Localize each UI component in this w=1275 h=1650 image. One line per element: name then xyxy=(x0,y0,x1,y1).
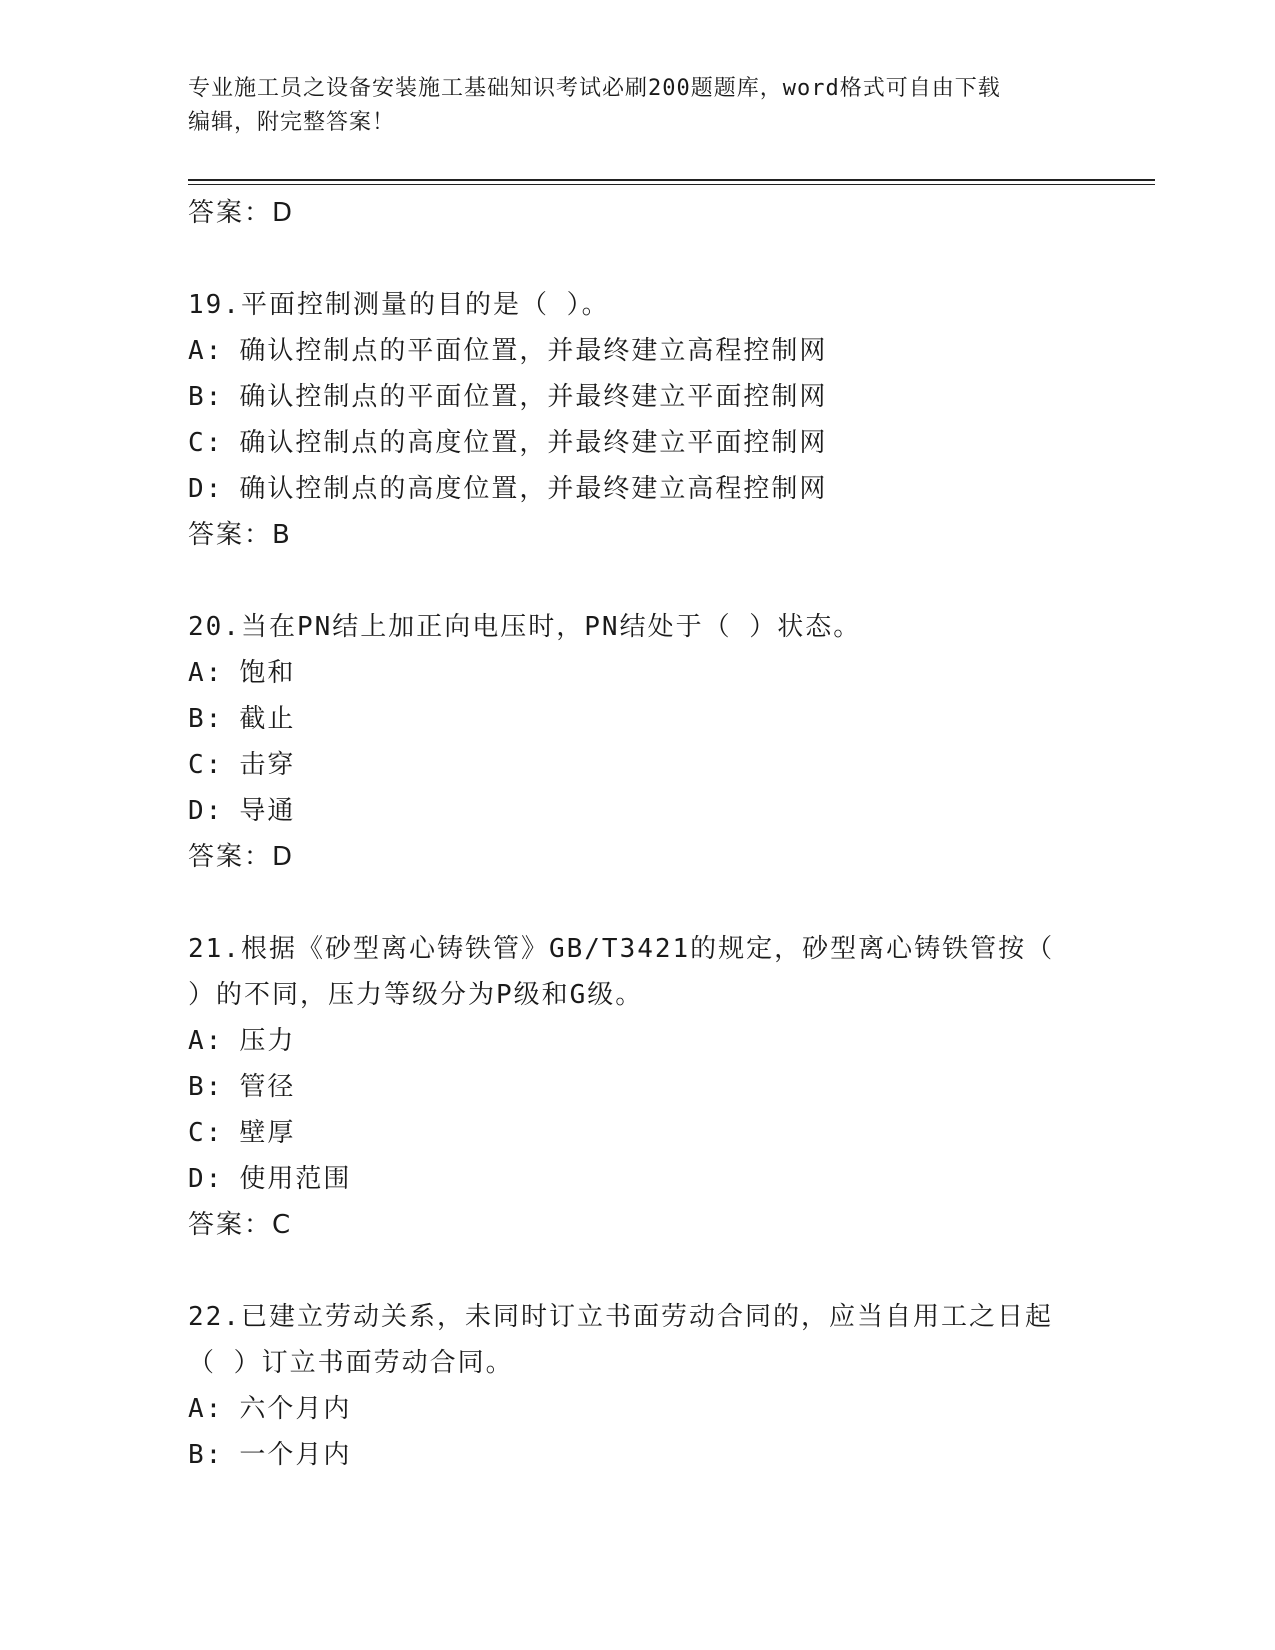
option-key: C: xyxy=(188,1118,224,1148)
previous-answer: 答案：D xyxy=(188,198,295,228)
option-text: 截止 xyxy=(239,704,296,734)
option-c xyxy=(188,1110,1088,1156)
option-key: D: xyxy=(188,1164,224,1194)
option-b xyxy=(188,696,1088,742)
question-stem-continued: （ ）订立书面劳动合同。 xyxy=(188,1348,514,1378)
option-key: A: xyxy=(188,658,224,688)
question-21 xyxy=(188,926,1088,1248)
option-text: 确认控制点的平面位置，并最终建立平面控制网 xyxy=(239,382,828,412)
option-text: 使用范围 xyxy=(239,1164,352,1194)
option-c xyxy=(188,420,1088,466)
option-b xyxy=(188,1064,1088,1110)
option-b xyxy=(188,1432,1088,1478)
option-key: B: xyxy=(188,1072,224,1102)
option-c xyxy=(188,742,1088,788)
option-key: B: xyxy=(188,382,224,412)
spacer xyxy=(188,880,1088,926)
option-text: 确认控制点的高度位置，并最终建立平面控制网 xyxy=(239,428,828,458)
header-line-2: 编辑，附完整答案！ xyxy=(188,110,396,135)
document-header xyxy=(188,72,1088,140)
option-d xyxy=(188,788,1088,834)
option-text: 一个月内 xyxy=(239,1440,352,1470)
option-key: C: xyxy=(188,750,224,780)
question-stem-continued: ）的不同，压力等级分为P级和G级。 xyxy=(188,980,644,1010)
option-key: B: xyxy=(188,704,224,734)
option-a xyxy=(188,328,1088,374)
option-a xyxy=(188,1018,1088,1064)
option-key: A: xyxy=(188,1394,224,1424)
question-20 xyxy=(188,604,1088,880)
question-list xyxy=(188,190,1088,1478)
option-key: C: xyxy=(188,428,224,458)
option-text: 壁厚 xyxy=(239,1118,296,1148)
option-a xyxy=(188,650,1088,696)
header-rule-thick xyxy=(188,179,1155,181)
option-text: 饱和 xyxy=(239,658,296,688)
answer-line: 答案：D xyxy=(188,842,295,872)
option-text: 压力 xyxy=(239,1026,296,1056)
question-stem: 20.当在PN结上加正向电压时，PN结处于（ ）状态。 xyxy=(188,612,862,642)
option-d xyxy=(188,466,1088,512)
spacer xyxy=(188,558,1088,604)
question-stem: 22.已建立劳动关系，未同时订立书面劳动合同的，应当自用工之日起 xyxy=(188,1302,1053,1332)
option-text: 确认控制点的平面位置，并最终建立高程控制网 xyxy=(239,336,828,366)
spacer xyxy=(188,236,1088,282)
option-key: D: xyxy=(188,474,224,504)
option-key: A: xyxy=(188,1026,224,1056)
option-a xyxy=(188,1386,1088,1432)
option-text: 六个月内 xyxy=(239,1394,352,1424)
option-key: D: xyxy=(188,796,224,826)
header-line-1: 专业施工员之设备安装施工基础知识考试必刷200题题库，word格式可自由下载 xyxy=(188,76,1001,101)
option-key: B: xyxy=(188,1440,224,1470)
question-22 xyxy=(188,1294,1088,1478)
option-key: A: xyxy=(188,336,224,366)
question-19 xyxy=(188,282,1088,558)
option-text: 管径 xyxy=(239,1072,296,1102)
answer-line: 答案：B xyxy=(188,520,292,550)
question-stem: 19.平面控制测量的目的是（ ）。 xyxy=(188,290,610,320)
option-b xyxy=(188,374,1088,420)
header-rule-thin xyxy=(188,184,1155,185)
spacer xyxy=(188,1248,1088,1294)
option-text: 击穿 xyxy=(239,750,296,780)
answer-line: 答案：C xyxy=(188,1210,293,1240)
question-stem: 21.根据《砂型离心铸铁管》GB/T3421的规定，砂型离心铸铁管按（ xyxy=(188,934,1055,964)
option-d xyxy=(188,1156,1088,1202)
option-text: 导通 xyxy=(239,796,296,826)
option-text: 确认控制点的高度位置，并最终建立高程控制网 xyxy=(239,474,828,504)
